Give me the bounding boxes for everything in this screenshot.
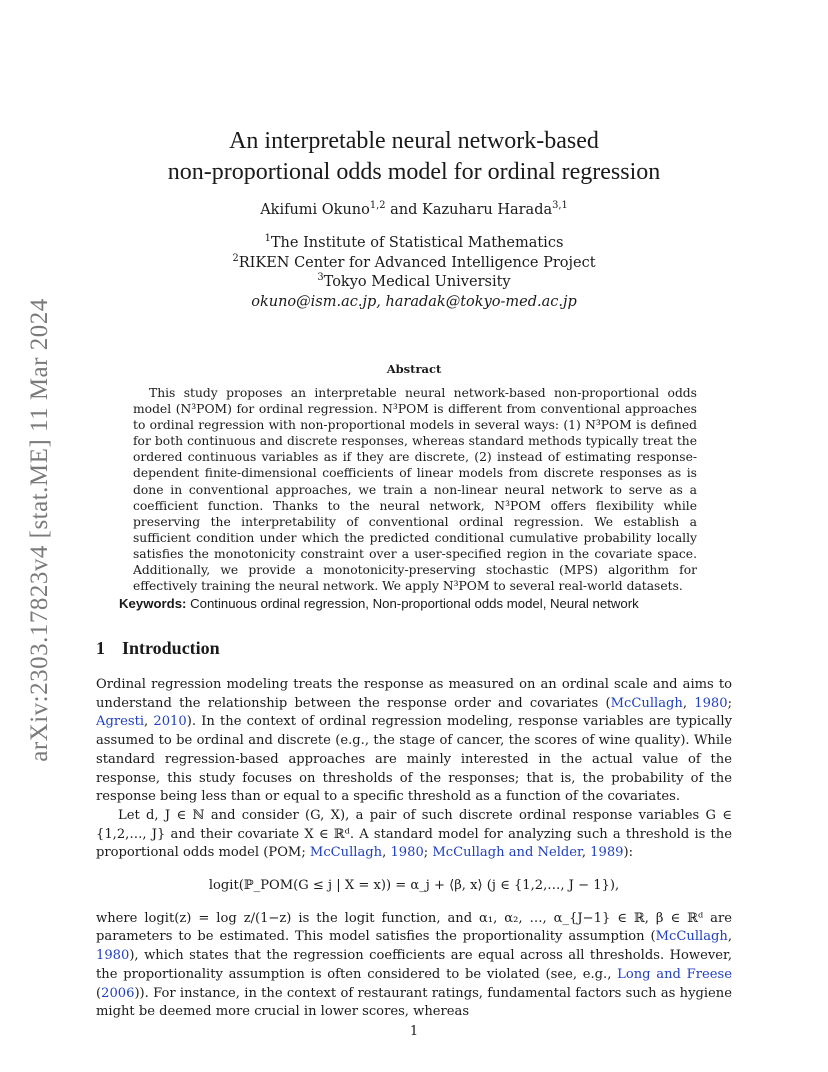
title-line-1: An interpretable neural network-based	[229, 128, 599, 154]
abstract-heading: Abstract	[386, 362, 442, 376]
arxiv-id-text: arXiv:2303.17823v4 [stat.ME] 11 Mar 2024	[26, 298, 53, 762]
intro-body	[96, 676, 732, 1022]
intro-paragraph-2: Let d, J ∈ ℕ and consider (G, X), a pair of such discrete ordinal response variables G ∈ {1,2,…, J} and their covariate X ∈ ℝᵈ. A standard model for analyzing such a threshold is the proportional odds model (POM; McCullagh, 1980; McCullagh and Nelder, 1989):	[96, 807, 732, 861]
keywords-text: Continuous ordinal regression, Non-proportional odds model, Neural network	[186, 596, 639, 611]
citation-link[interactable]: McCullagh	[610, 695, 683, 711]
author-1: Akifumi Okuno	[260, 202, 370, 218]
section-heading	[96, 638, 220, 659]
citation-year-link[interactable]: 2010	[153, 714, 187, 730]
affiliation-2: $^2$RIKEN Center for Advanced Intelligence Project	[232, 252, 596, 271]
section-title: Introduction	[122, 638, 220, 658]
citation-year-link[interactable]: 1980	[694, 695, 728, 711]
page-number: 1	[409, 1024, 419, 1039]
intro-paragraph-1: Ordinal regression modeling treats the response as measured on an ordinal scale and aims to understand the relationship between the response order and covariates (McCullagh, 1980; Agresti, 2010). In the context of ordinal regression modeling, response variables are typically assumed to be ordinal and discrete (e.g., the stage of cancer, the scores of wine quality). While standard regression-based approaches are mainly interested in the actual value of the response, this study focuses on thresholds of the responses; that is, the probability of the response being less than or equal to a specific threshold as a function of the covariates.	[96, 677, 732, 805]
citation-year-link[interactable]: 2006	[101, 985, 135, 1001]
affiliation-3: $^3$Tokyo Medical University	[317, 272, 511, 290]
author-1-affil: 1,2	[369, 200, 386, 212]
pom-equation: logit(ℙ_POM(G ≤ j | X = x)) = α_j + ⟨β, x⟩ (j ∈ {1,2,…, J − 1}),	[208, 878, 620, 894]
citation-link[interactable]: Agresti	[96, 714, 145, 730]
citation-link[interactable]: McCullagh	[309, 845, 383, 861]
affiliation-1: $^1$The Institute of Statistical Mathematics	[264, 233, 564, 251]
author-emails: okuno@ism.ac.jp, haradak@tokyo-med.ac.jp	[251, 293, 577, 310]
citation-year-link[interactable]: 1980	[390, 845, 424, 861]
author-2: Kazuharu Harada	[422, 202, 553, 218]
keywords	[119, 596, 719, 611]
arxiv-side-identifier	[18, 280, 62, 780]
intro-paragraph-3: where logit(z) = log z/(1−z) is the logit function, and α₁, α₂, …, α_{J−1} ∈ ℝ, β ∈ ℝᵈ are parameters to be estimated. This model satisfies the proportionality assumption (McCullagh, 1980), which states that the regression coefficients are equal across all thresholds. However, the proportionality assumption is often considered to be violated (see, e.g., Long and Freese (2006)). For instance, in the context of restaurant ratings, fundamental factors such as hygiene might be deemed more crucial in lower scores, whereas	[96, 910, 732, 1020]
abstract-body	[133, 385, 697, 594]
citation-year-link[interactable]: 1980	[96, 948, 130, 964]
section-number: 1	[96, 638, 105, 658]
abstract-text: This study proposes an interpretable neural network-based non-proportional odds model (N³POM) for ordinal regression. N³POM is different from conventional approaches to ordinal regression with non-proportional models in several ways: (1) N³POM is defined for both continuous and discrete responses, whereas standard methods typically treat the ordered continuous variables as if they are discrete, (2) instead of estimating response-dependent finite-dimensional coefficients of linear models from discrete responses as is done in conventional approaches, we train a non-linear neural network to serve as a coefficient function. Thanks to the neural network, N³POM offers flexibility while preserving the interpretability of conventional ordinal regression. We establish a sufficient condition under which the predicted conditional cumulative probability locally satisfies the monotonicity constraint over a user-specified region in the covariate space. Additionally, we provide a monotonicity-preserving stochastic (MPS) algorithm for effectively training the neural network. We apply N³POM to several real-world datasets.	[133, 386, 697, 594]
citation-year-link[interactable]: 1989	[590, 845, 624, 861]
citation-link[interactable]: Long and Freese	[617, 966, 732, 982]
keywords-label: Keywords:	[119, 596, 187, 611]
citation-link[interactable]: McCullagh	[655, 929, 728, 945]
affiliations	[100, 234, 728, 312]
paper-title	[100, 126, 728, 188]
citation-link[interactable]: McCullagh and Nelder	[432, 845, 582, 861]
author-conj: and	[385, 202, 423, 218]
author-list	[100, 202, 728, 218]
title-line-2: non-proportional odds model for ordinal regression	[167, 159, 661, 185]
author-2-affil: 3,1	[552, 200, 568, 212]
